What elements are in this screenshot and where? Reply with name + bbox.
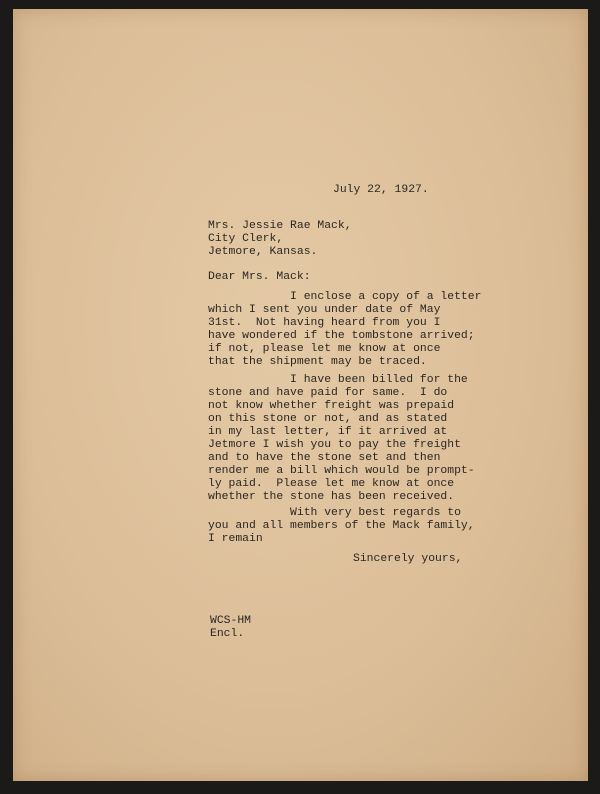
salutation: Dear Mrs. Mack:	[208, 271, 311, 283]
paragraph-line: render me a bill which would be prompt-	[208, 465, 475, 477]
paragraph-1	[208, 291, 481, 369]
paragraph-line: I remain	[208, 533, 263, 545]
paragraph-line: in my last letter, if it arrived at	[208, 426, 448, 438]
paragraph-line: and to have the stone set and then	[208, 452, 441, 464]
paragraph-line: Jetmore I wish you to pay the freight	[208, 439, 461, 451]
paragraph-line: have wondered if the tombstone arrived;	[208, 330, 475, 342]
paragraph-line: I have been billed for the	[208, 374, 468, 386]
paragraph-line: that the shipment may be traced.	[208, 356, 427, 368]
enclosure-note: Encl.	[210, 628, 245, 640]
recipient-title: City Clerk,	[208, 233, 284, 245]
letter-page	[13, 9, 588, 781]
paragraph-line: not know whether freight was prepaid	[208, 400, 455, 412]
paragraph-line: With very best regards to	[208, 507, 461, 519]
recipient-name: Mrs. Jessie Rae Mack,	[208, 220, 352, 232]
paragraph-line: if not, please let me know at once	[208, 343, 441, 355]
paragraph-line: whether the stone has been received.	[208, 491, 455, 503]
reference-block	[210, 615, 251, 641]
reference-initials: WCS-HM	[210, 615, 252, 627]
paragraph-line: you and all members of the Mack family,	[208, 520, 475, 532]
letter-date: July 22, 1927.	[333, 184, 429, 196]
paragraph-line: I enclose a copy of a letter	[208, 291, 482, 303]
paragraph-line: 31st. Not having heard from you I	[208, 317, 441, 329]
paragraph-line: which I sent you under date of May	[208, 304, 441, 316]
paragraph-line: stone and have paid for same. I do	[208, 387, 448, 399]
closing: Sincerely yours,	[353, 553, 463, 565]
paragraph-line: on this stone or not, and as stated	[208, 413, 448, 425]
paragraph-2	[208, 374, 475, 504]
recipient-address	[208, 220, 352, 259]
paragraph-3	[208, 507, 475, 546]
recipient-location: Jetmore, Kansas.	[208, 246, 318, 258]
paragraph-line: ly paid. Please let me know at once	[208, 478, 455, 490]
